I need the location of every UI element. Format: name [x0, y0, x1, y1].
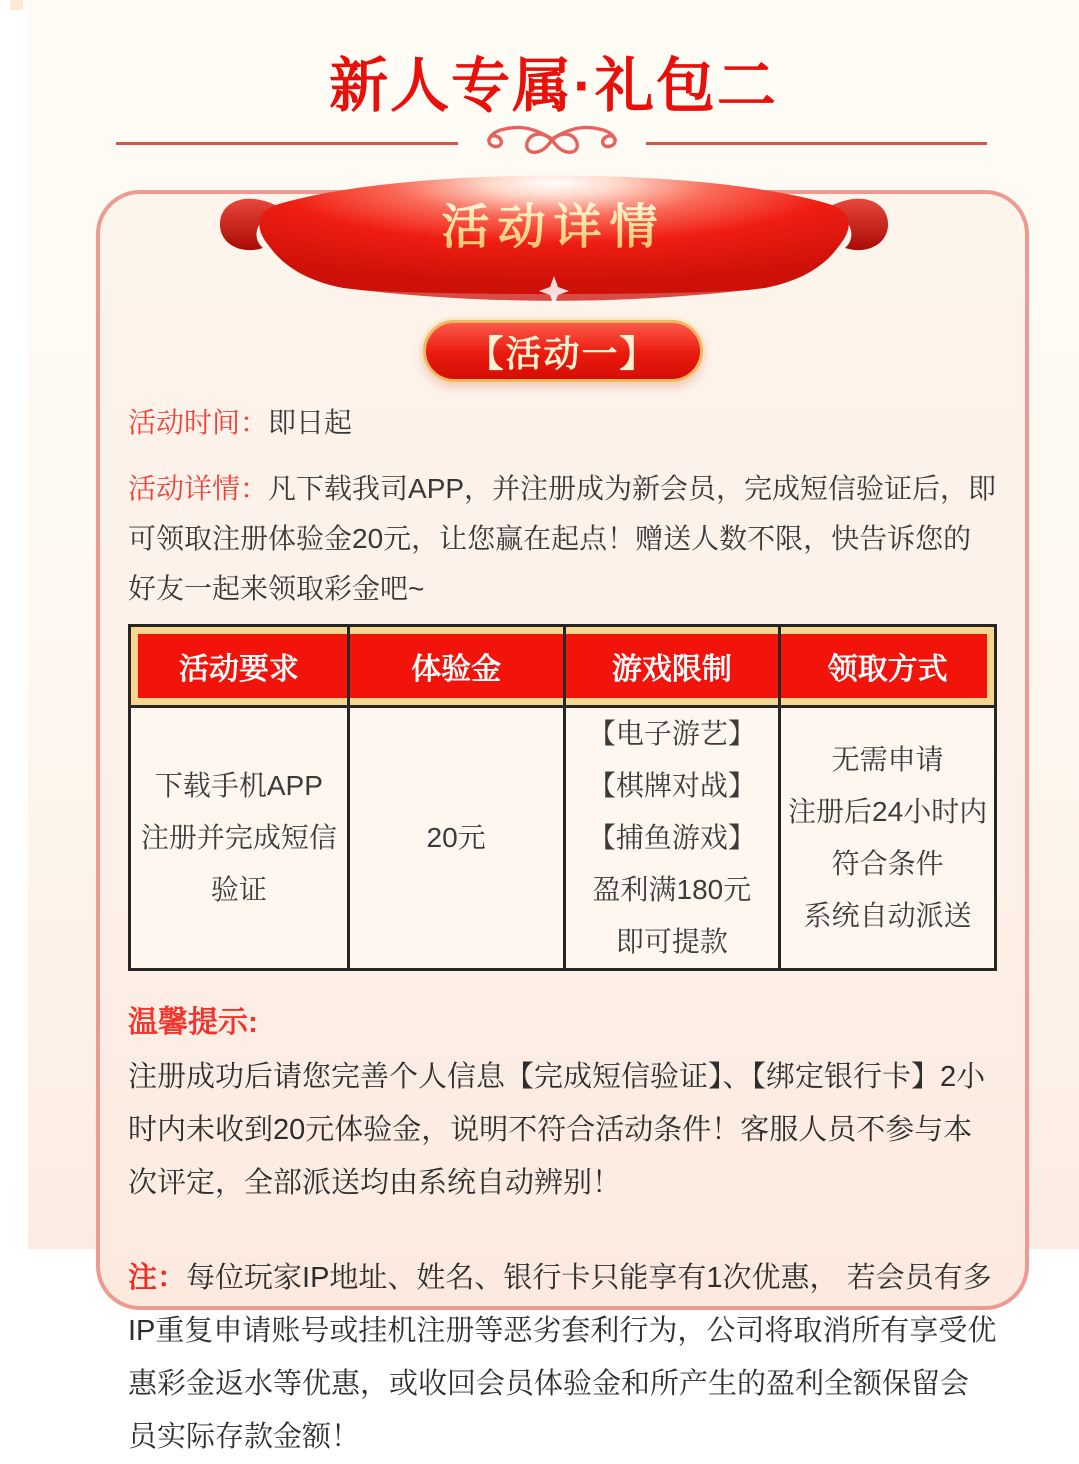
activity-time-value: 即日起 — [268, 407, 353, 438]
ribbon-banner — [209, 156, 899, 306]
cell-bonus: 20元 — [347, 708, 563, 968]
table-header-claim: 领取方式 — [778, 627, 994, 705]
activity-detail-label: 活动详情： — [128, 473, 269, 504]
ribbon-title: 活动详情 — [209, 188, 899, 257]
activity-time-row — [128, 398, 997, 448]
promo-table — [128, 624, 997, 971]
cell-requirement: 下载手机APP 注册并完成短信验证 — [140, 770, 337, 905]
page-title: 新人专属·礼包二 — [329, 53, 778, 119]
tips-title: 温馨提示: — [128, 1006, 258, 1039]
tips-body: 注册成功后请您完善个人信息【完成短信验证】、【绑定银行卡】2小时内未收到20元体验金，说明不符合活动条件！客服人员不参与本次评定，全部派送均由系统自动辨别！ — [128, 1061, 986, 1199]
activity-detail-row — [128, 464, 997, 614]
corner-chip — [10, 0, 23, 10]
table-header-requirement: 活动要求 — [131, 627, 347, 705]
promo-page — [28, 0, 1079, 1453]
table-row — [131, 705, 994, 968]
divider — [116, 112, 987, 160]
activity-time-label: 活动时间： — [128, 407, 269, 438]
cell-claim-method: 无需申请 注册后24小时内 符合条件 系统自动派送 — [778, 708, 994, 968]
table-header-bonus: 体验金 — [347, 627, 563, 705]
flourish-icon — [464, 112, 640, 160]
note-block — [128, 1252, 997, 1464]
note-body: 每位玩家IP地址、姓名、银行卡只能享有1次优惠， 若会员有多IP重复申请账号或挂机注册等恶劣套利行为，公司将取消所有享受优惠彩金返水等优惠，或收回会员体验金和所产生的盈利全额保留会员实际存款金额！ — [128, 1262, 997, 1453]
divider-line-left — [116, 142, 458, 145]
activity-one-badge: 【活动一】 — [423, 320, 703, 382]
table-header-row — [131, 627, 994, 705]
table-header-game-limit: 游戏限制 — [563, 627, 779, 705]
divider-line-right — [646, 142, 988, 145]
note-label: 注： — [128, 1262, 187, 1294]
activity-detail-text: 凡下载我司APP，并注册成为新会员，完成短信验证后，即可领取注册体验金20元，让您赢在起点！赠送人数不限，快告诉您的好友一起来领取彩金吧~ — [128, 473, 997, 604]
cell-game-limit: 【电子游艺】 【棋牌对战】 【捕鱼游戏】 盈利满180元 即可提款 — [563, 708, 779, 968]
details-panel — [96, 190, 1029, 1453]
